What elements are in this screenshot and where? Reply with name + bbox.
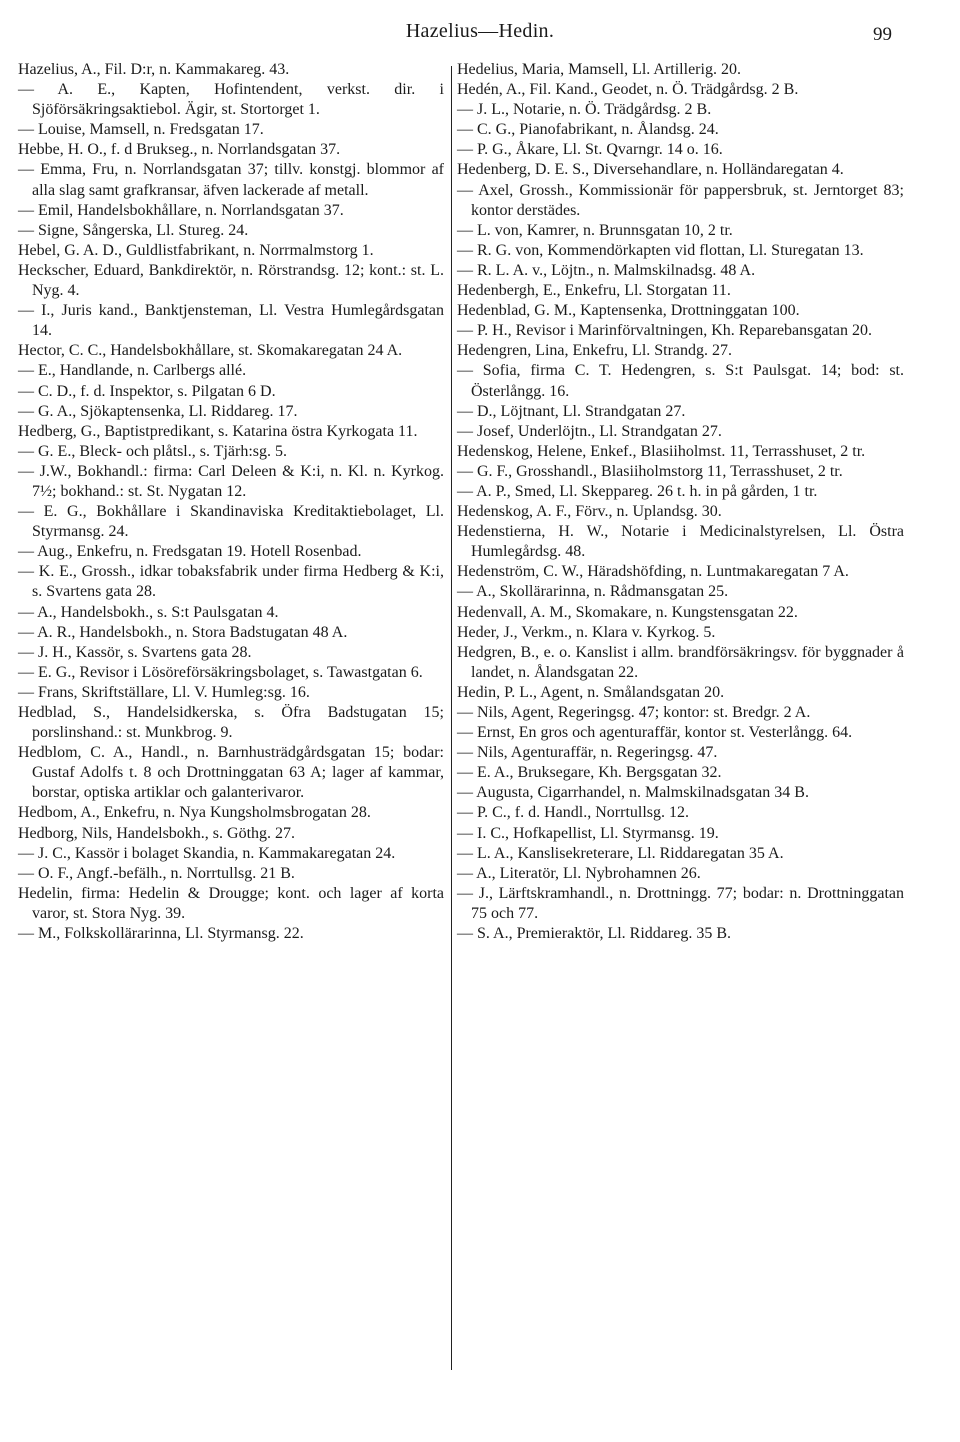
directory-entry: — C. G., Pianofabrikant, n. Ålandsg. 24. [457,121,719,139]
directory-entry: Hedenvall, A. M., Skomakare, n. Kungstensgatan 22. [457,603,798,621]
directory-entry: Hedblad, S., Handelsidkerska, s. Öfra Badstugatan 15; porslinshand.: st. Munkbrog. 9. [18,704,444,742]
directory-entry: — P. C., f. d. Handl., Norrtullsg. 12. [457,804,689,822]
running-head: Hazelius—Hedin. [405,20,555,42]
directory-entry: Hedenström, C. W., Häradshöfding, n. Luntmakaregatan 7 A. [457,563,849,581]
directory-entry: — Nils, Agenturaffär, n. Regeringsg. 47. [457,744,718,762]
directory-columns [18,60,942,1400]
directory-entry: — Signe, Sångerska, Ll. Stureg. 24. [18,221,249,239]
directory-entry: Hedin, P. L., Agent, n. Smålandsgatan 20. [457,683,725,701]
directory-entry: — L. von, Kamrer, n. Brunnsgatan 10, 2 tr. [457,221,733,239]
page-number: 99 [873,24,892,45]
directory-entry: — E., Handlande, n. Carlbergs allé. [18,362,247,380]
directory-entry: Hedberg, G., Baptistpredikant, s. Katarina östra Kyrkogata 11. [18,422,418,440]
directory-entry: — R. L. A. v., Löjtn., n. Malmskilnadsg. 48 A. [457,261,756,279]
directory-entry: — J. C., Kassör i bolaget Skandia, n. Kammakaregatan 24. [18,844,396,862]
directory-entry: — Nils, Agent, Regeringsg. 47; kontor: st. Bredgr. 2 A. [457,704,811,721]
right-column [457,60,904,944]
directory-entry: — L. A., Kanslisekreterare, Ll. Riddaregatan 35 A. [457,844,784,862]
directory-entry: — P. G., Åkare, Ll. St. Qvarngr. 14 o. 16. [457,141,723,159]
directory-entry: — Louise, Mamsell, n. Fredsgatan 17. [18,121,264,139]
directory-entry: Hedborg, Nils, Handelsbokh., s. Göthg. 27. [18,824,296,842]
directory-entry: — G. F., Grosshandl., Blasiiholmstorg 11, Terrasshuset, 2 tr. [457,462,843,480]
directory-entry: Hedenbergh, E., Enkefru, Ll. Storgatan 11. [457,282,731,300]
directory-entry: Hedén, A., Fil. Kand., Geodet, n. Ö. Trädgårdsg. 2 B. [457,81,799,99]
directory-entry: — J.W., Bokhandl.: firma: Carl Deleen & K:i, n. Kl. n. Kyrkog. 7½; bokhand.: st. St. Nygatan 12. [18,462,444,500]
directory-entry: Hector, C. C., Handelsbokhållare, st. Skomakaregatan 24 A. [18,342,403,360]
column-divider [451,66,452,1370]
directory-entry: Hedenskog, A. F., Förv., n. Uplandsg. 30. [457,503,722,521]
directory-entry: Hazelius, A., Fil. D:r, n. Kammakareg. 43. [18,61,290,78]
directory-entry: — G. A., Sjökaptensenka, Ll. Riddareg. 17. [18,402,298,420]
directory-entry: Hedelin, firma: Hedelin & Drougge; kont. och lager af korta varor, st. Stora Nyg. 39. [18,884,444,922]
directory-entry: — A., Handelsbokh., s. S:t Paulsgatan 4. [18,603,279,621]
directory-entry: — M., Folkskollärarinna, Ll. Styrmansg. 22. [18,925,304,943]
directory-entry: Hedblom, C. A., Handl., n. Barnhusträdgårdsgatan 15; bodar: Gustaf Adolfs t. 8 och Drottninggatan 63 A; lager af kammar, borstar, optiska artiklar och galanterivaror. [18,744,444,802]
left-column [18,60,444,944]
directory-entry: — Ernst, En gros och agenturaffär, kontor st. Vesterlångg. 64. [457,724,853,742]
directory-entry: — P. H., Revisor i Marinförvaltningen, Kh. Reparebansgatan 20. [457,322,873,340]
directory-entry: Hedelius, Maria, Mamsell, Ll. Artillerig. 20. [457,61,741,78]
directory-entry: — Aug., Enkefru, n. Fredsgatan 19. Hotell Rosenbad. [18,543,362,561]
directory-entry: — Emil, Handelsbokhållare, n. Norrlandsgatan 37. [18,201,344,219]
directory-entry: Hebel, G. A. D., Guldlistfabrikant, n. Norrmalmstorg 1. [18,241,374,259]
directory-entry: — Augusta, Cigarrhandel, n. Malmskilnadsgatan 34 B. [457,784,809,802]
directory-entry: — S. A., Premieraktör, Ll. Riddareg. 35 B. [457,925,731,943]
directory-entry: — Sofia, firma C. T. Hedengren, s. S:t Paulsgat. 14; bod: st. Österlångg. 16. [457,362,904,400]
directory-entry: — G. E., Bleck- och plåtsl., s. Tjärh:sg. 5. [18,442,287,460]
directory-entry: Hebbe, H. O., f. d Brukseg., n. Norrlandsgatan 37. [18,141,341,159]
directory-entry: — A. E., Kapten, Hofintendent, verkst. dir. i Sjöförsäkringsaktiebol. Ägir, st. Stortorget 1. [18,81,444,119]
directory-entry: — E. G., Revisor i Lösöreförsäkringsbolaget, s. Tawastgatan 6. [18,663,423,681]
directory-entry: Heckscher, Eduard, Bankdirektör, n. Rörstrandsg. 12; kont.: st. L. Nyg. 4. [18,261,444,300]
directory-entry: — E. G., Bokhållare i Skandinaviska Kreditaktiebolaget, Ll. Styrmansg. 24. [18,503,444,541]
directory-entry: — A., Skollärarinna, n. Rådmansgatan 25. [457,583,729,601]
directory-entry: — O. F., Angf.-befälh., n. Norrtullsg. 21 B. [18,864,295,882]
directory-entry: — K. E., Grossh., idkar tobaksfabrik under firma Hedberg & K:i, s. Svartens gata 28. [18,563,444,601]
directory-entry: — A. R., Handelsbokh., n. Stora Badstugatan 48 A. [18,623,348,641]
directory-entry: — Emma, Fru, n. Norrlandsgatan 37; tillv. konstgj. blommor af alla slag samt grafkransar, äfven lackerade af metall. [18,161,444,199]
directory-entry: Hedenblad, G. M., Kaptensenka, Drottninggatan 100. [457,302,800,320]
directory-entry: — C. D., f. d. Inspektor, s. Pilgatan 6 D. [18,382,276,400]
directory-entry: Hedengren, Lina, Enkefru, Ll. Strandg. 27. [457,342,733,360]
directory-entry: — A., Literatör, Ll. Nybrohamnen 26. [457,864,701,882]
directory-entry: Heder, J., Verkm., n. Klara v. Kyrkog. 5. [457,623,716,641]
directory-entry: — A. P., Smed, Ll. Skeppareg. 26 t. h. in på gården, 1 tr. [457,482,818,500]
directory-entry: — Axel, Grossh., Kommissionär för pappersbruk, st. Jerntorget 83; kontor derstädes. [457,181,904,219]
directory-entry: — R. G. von, Kommendörkapten vid flottan, Ll. Sturegatan 13. [457,241,864,259]
directory-entry: — D., Löjtnant, Ll. Strandgatan 27. [457,402,686,420]
directory-entry: — I., Juris kand., Banktjensteman, Ll. Vestra Humlegårdsgatan 14. [18,302,444,340]
directory-entry: — E. A., Bruksegare, Kh. Bergsgatan 32. [457,764,722,782]
directory-entry: Hedenskog, Helene, Enkef., Blasiiholmst. 11, Terrasshuset, 2 tr. [457,442,866,460]
directory-entry: — J., Lärftskramhandl., n. Drottningg. 77; bodar: n. Drottninggatan 75 och 77. [457,884,904,922]
directory-entry: Hedgren, B., e. o. Kanslist i allm. brandförsäkringsv. för byggnader å landet, n. Ålandsgatan 22. [457,643,904,681]
directory-entry: Hedenberg, D. E. S., Diversehandlare, n. Holländaregatan 4. [457,161,844,179]
directory-entry: — Josef, Underlöjtn., Ll. Strandgatan 27. [457,422,722,440]
directory-entry: — Frans, Skriftställare, Ll. V. Humleg:sg. 16. [18,683,310,701]
directory-entry: — J. H., Kassör, s. Svartens gata 28. [18,643,252,661]
directory-entry: Hedenstierna, H. W., Notarie i Medicinalstyrelsen, Ll. Östra Humlegårdsg. 48. [457,523,904,561]
page-header [0,20,960,52]
directory-entry: — J. L., Notarie, n. Ö. Trädgårdsg. 2 B. [457,101,712,119]
directory-entry: Hedbom, A., Enkefru, n. Nya Kungsholmsbrogatan 28. [18,804,371,822]
directory-entry: — I. C., Hofkapellist, Ll. Styrmansg. 19. [457,824,719,842]
